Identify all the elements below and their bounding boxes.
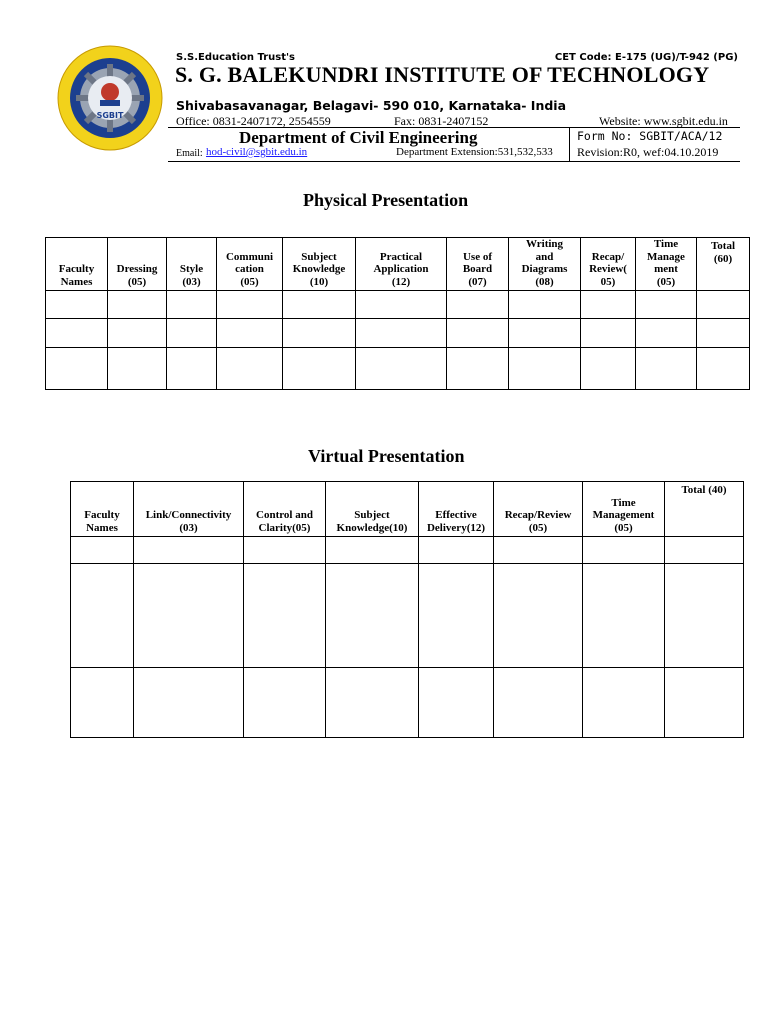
input-cell[interactable] — [217, 291, 283, 319]
input-cell[interactable] — [509, 348, 581, 390]
input-cell[interactable] — [283, 348, 356, 390]
input-cell[interactable] — [46, 291, 108, 319]
input-cell[interactable] — [494, 668, 583, 738]
input-cell[interactable] — [665, 668, 744, 738]
form-number: Form No: SGBIT/ACA/12 — [577, 129, 723, 143]
input-cell[interactable] — [636, 291, 697, 319]
col-recap-review: Recap/Review (05) — [494, 482, 583, 537]
input-cell[interactable] — [244, 537, 326, 564]
department-name: Department of Civil Engineering — [239, 128, 478, 147]
table-row — [71, 537, 744, 564]
virtual-presentation-table — [70, 481, 744, 738]
input-cell[interactable] — [326, 668, 419, 738]
input-cell[interactable] — [447, 291, 509, 319]
input-cell[interactable] — [167, 291, 217, 319]
input-cell[interactable] — [419, 564, 494, 668]
website[interactable]: Website: www.sgbit.edu.in — [599, 114, 728, 128]
fax-number: Fax: 0831-2407152 — [394, 114, 489, 128]
input-cell[interactable] — [494, 537, 583, 564]
input-cell[interactable] — [108, 291, 167, 319]
input-cell[interactable] — [244, 668, 326, 738]
input-cell[interactable] — [583, 537, 665, 564]
email-label: Email: — [176, 148, 203, 159]
input-cell[interactable] — [71, 564, 134, 668]
input-cell[interactable] — [217, 348, 283, 390]
col-faculty-names: Faculty Names — [46, 238, 108, 291]
input-cell[interactable] — [167, 319, 217, 348]
input-cell[interactable] — [447, 348, 509, 390]
col-time-management: Time Manage ment (05) — [636, 238, 697, 291]
input-cell[interactable] — [494, 564, 583, 668]
input-cell[interactable] — [356, 348, 447, 390]
table-row — [46, 348, 750, 390]
input-cell[interactable] — [283, 291, 356, 319]
col-dressing: Dressing (05) — [108, 238, 167, 291]
input-cell[interactable] — [581, 291, 636, 319]
input-cell[interactable] — [134, 537, 244, 564]
input-cell[interactable] — [326, 564, 419, 668]
input-cell[interactable] — [71, 668, 134, 738]
input-cell[interactable] — [636, 319, 697, 348]
col-effective-delivery: Effective Delivery(12) — [419, 482, 494, 537]
col-subject-knowledge: Subject Knowledge (10) — [283, 238, 356, 291]
input-cell[interactable] — [134, 668, 244, 738]
col-faculty-names: Faculty Names — [71, 482, 134, 537]
input-cell[interactable] — [636, 348, 697, 390]
input-cell[interactable] — [217, 319, 283, 348]
input-cell[interactable] — [581, 348, 636, 390]
input-cell[interactable] — [46, 348, 108, 390]
input-cell[interactable] — [697, 319, 750, 348]
input-cell[interactable] — [71, 537, 134, 564]
input-cell[interactable] — [356, 319, 447, 348]
department-extension: Department Extension:531,532,533 — [396, 146, 553, 158]
input-cell[interactable] — [583, 564, 665, 668]
col-time-management: Time Management (05) — [583, 482, 665, 537]
col-use-of-board: Use of Board (07) — [447, 238, 509, 291]
input-cell[interactable] — [697, 291, 750, 319]
input-cell[interactable] — [509, 291, 581, 319]
physical-presentation-title: Physical Presentation — [303, 190, 469, 210]
email-link[interactable]: hod-civil@sgbit.edu.in — [206, 146, 308, 158]
input-cell[interactable] — [419, 668, 494, 738]
col-communication: Communi cation (05) — [217, 238, 283, 291]
header-divider — [569, 127, 570, 161]
institute-address: Shivabasavanagar, Belagavi- 590 010, Karnataka- India — [176, 98, 567, 113]
input-cell[interactable] — [447, 319, 509, 348]
physical-presentation-table — [45, 237, 750, 390]
input-cell[interactable] — [108, 319, 167, 348]
input-cell[interactable] — [697, 348, 750, 390]
input-cell[interactable] — [583, 668, 665, 738]
col-writing-diagrams: Writing and Diagrams (08) — [509, 238, 581, 291]
cet-code: CET Code: E-175 (UG)/T-942 (PG) — [554, 52, 738, 63]
col-total: Total (60) — [697, 238, 750, 291]
input-cell[interactable] — [46, 319, 108, 348]
logo-text: SGBIT — [96, 111, 124, 120]
input-cell[interactable] — [134, 564, 244, 668]
col-total: Total (40) — [665, 482, 744, 537]
input-cell[interactable] — [665, 537, 744, 564]
table-row — [46, 291, 750, 319]
input-cell[interactable] — [419, 537, 494, 564]
input-cell[interactable] — [581, 319, 636, 348]
institute-name: S. G. BALEKUNDRI INSTITUTE OF TECHNOLOGY — [175, 62, 710, 87]
input-cell[interactable] — [283, 319, 356, 348]
col-style: Style (03) — [167, 238, 217, 291]
table-row — [71, 668, 744, 738]
virtual-presentation-title: Virtual Presentation — [308, 446, 465, 466]
input-cell[interactable] — [665, 564, 744, 668]
table-row — [71, 564, 744, 668]
col-practical-application: Practical Application (12) — [356, 238, 447, 291]
table-row — [46, 319, 750, 348]
input-cell[interactable] — [356, 291, 447, 319]
institute-logo — [56, 44, 164, 152]
col-control-clarity: Control and Clarity(05) — [244, 482, 326, 537]
col-recap-review: Recap/ Review( 05) — [581, 238, 636, 291]
input-cell[interactable] — [326, 537, 419, 564]
input-cell[interactable] — [509, 319, 581, 348]
col-link-connectivity: Link/Connectivity (03) — [134, 482, 244, 537]
input-cell[interactable] — [108, 348, 167, 390]
office-phone: Office: 0831-2407172, 2554559 — [176, 114, 331, 128]
input-cell[interactable] — [167, 348, 217, 390]
revision: Revision:R0, wef:04.10.2019 — [577, 145, 719, 159]
trust-name: S.S.Education Trust's — [176, 52, 295, 63]
col-subject-knowledge: Subject Knowledge(10) — [326, 482, 419, 537]
input-cell[interactable] — [244, 564, 326, 668]
